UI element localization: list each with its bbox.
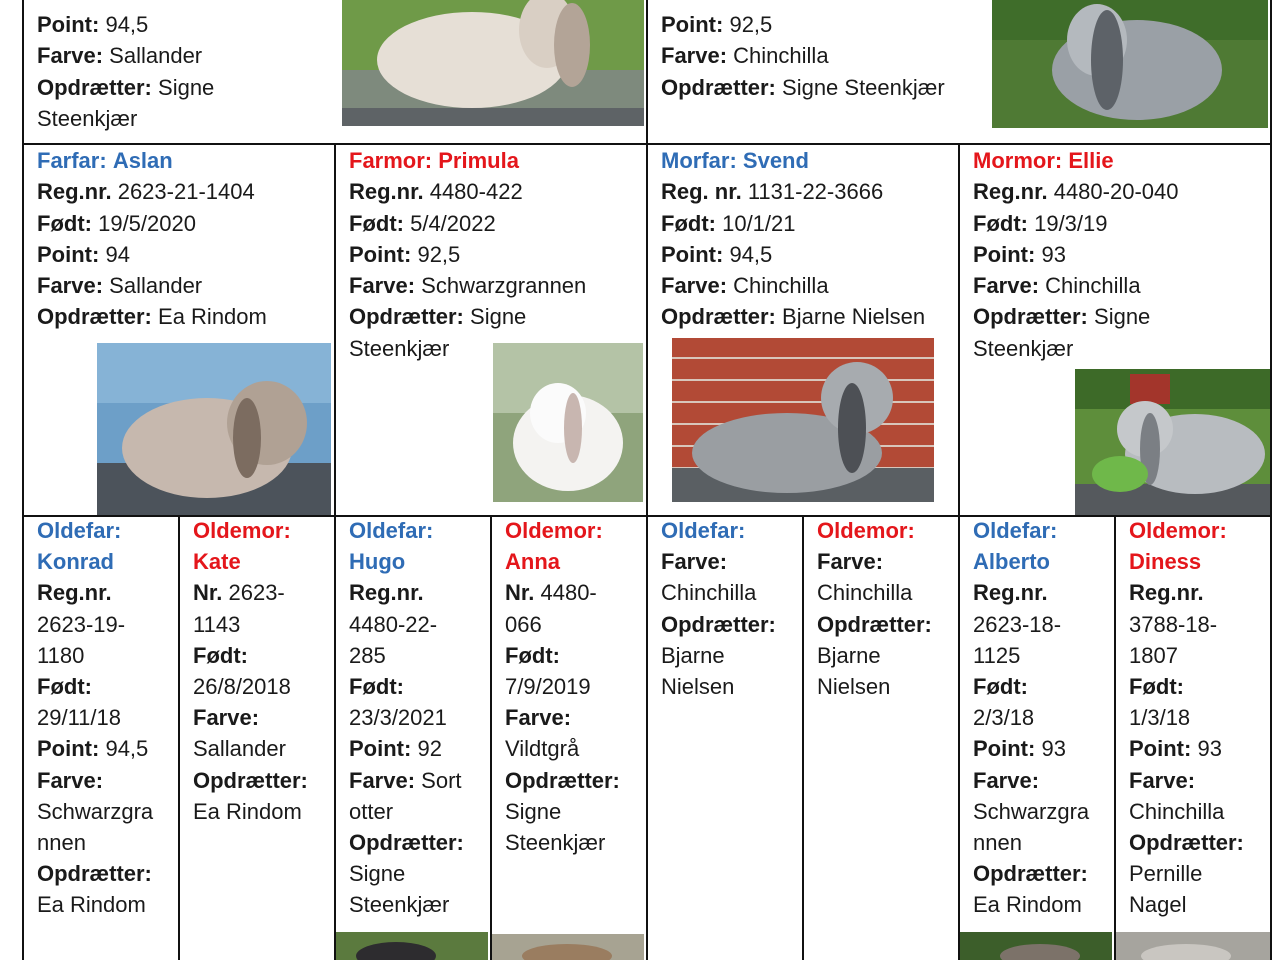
divider-ggp-7 — [1114, 515, 1116, 960]
label-foedt: Født: — [349, 210, 404, 236]
diness-photo — [1116, 932, 1270, 960]
anna-farve: Vildtgrå — [505, 736, 580, 762]
label-farve: Farve: — [349, 273, 416, 299]
diness-farve: Chinchilla — [1129, 798, 1225, 824]
oldemor3-role: Oldemor: — [817, 518, 915, 543]
alberto-farve-2: nnen — [973, 830, 1022, 856]
divider-ggp-5 — [802, 515, 804, 960]
oldefar3-info — [661, 515, 776, 702]
label-point: Point: — [37, 241, 100, 267]
alberto-regnr-2: 1125 — [973, 642, 1021, 668]
label-foedt: Født: — [973, 210, 1028, 236]
oldemor3-farve: Chinchilla — [817, 580, 913, 606]
diness-point: 93 — [1197, 736, 1222, 762]
anna-name: Anna — [505, 549, 560, 575]
konrad-farve-2: nnen — [37, 830, 86, 856]
label-opdraetter: Opdrætter: — [817, 611, 932, 637]
anna-nr-2: 066 — [505, 611, 542, 637]
hugo-opdraetter-2: Steenkjær — [349, 892, 450, 918]
label-point: Point: — [661, 241, 724, 267]
label-point: Point: — [973, 241, 1036, 267]
label-farve: Farve: — [1129, 767, 1196, 793]
label-opdraetter: Opdrætter: — [973, 861, 1088, 887]
oldefar3-farve: Chinchilla — [661, 580, 757, 606]
mormor-photo — [1075, 369, 1270, 515]
mormor-foedt: 19/3/19 — [1034, 210, 1108, 236]
farmor-info — [349, 145, 586, 364]
label-opdraetter: Opdrætter: — [37, 74, 152, 100]
hugo-info — [349, 515, 464, 921]
label-farve: Farve: — [37, 273, 104, 299]
kate-info — [193, 515, 308, 827]
oldefar3-opdraetter-2: Nielsen — [661, 674, 735, 700]
mormor-name: Ellie — [1068, 148, 1114, 173]
label-foedt: Født: — [973, 674, 1028, 700]
dam-opdraetter: Signe Steenkjær — [782, 74, 945, 100]
oldemor3-info — [817, 515, 932, 702]
diness-name: Diness — [1129, 549, 1202, 575]
label-regnr-spaced: Reg. nr. — [661, 179, 742, 205]
oldemor3-opdraetter-2: Nielsen — [817, 674, 891, 700]
label-point: Point: — [37, 736, 100, 762]
label-point: Point: — [1129, 736, 1192, 762]
farmor-opdraetter-2: Steenkjær — [349, 335, 450, 361]
anna-nr-1: 4480- — [540, 580, 597, 606]
label-opdraetter: Opdrætter: — [661, 304, 776, 330]
farmor-photo — [493, 343, 643, 502]
label-opdraetter: Opdrætter: — [349, 304, 464, 330]
sire-info — [37, 9, 214, 134]
farmor-opdraetter-1: Signe — [470, 304, 527, 330]
sire-opdraetter-2: Steenkjær — [37, 105, 138, 131]
hugo-role: Oldefar: — [349, 518, 434, 543]
label-farve: Farve: — [349, 767, 416, 793]
konrad-foedt: 29/11/18 — [37, 705, 122, 731]
divider-gp-2 — [646, 143, 648, 517]
alberto-info — [973, 515, 1089, 921]
label-opdraetter: Opdrætter: — [661, 74, 776, 100]
label-farve: Farve: — [661, 273, 728, 299]
label-foedt: Født: — [505, 642, 560, 668]
sire-point: 94,5 — [105, 12, 149, 37]
oldefar3-opdraetter-1: Bjarne — [661, 642, 725, 668]
farfar-regnr: 2623-21-1404 — [117, 179, 255, 205]
hugo-name: Hugo — [349, 549, 406, 575]
farfar-role: Farfar: — [37, 148, 107, 173]
label-regnr: Reg.nr. — [973, 580, 1048, 606]
label-opdraetter: Opdrætter: — [505, 767, 620, 793]
alberto-name: Alberto — [973, 549, 1050, 575]
divider-ggp-4 — [646, 515, 648, 960]
diness-foedt: 1/3/18 — [1129, 705, 1191, 731]
farmor-farve: Schwarzgrannen — [421, 273, 587, 299]
kate-opdraetter: Ea Rindom — [193, 798, 302, 824]
oldefar3-role: Oldefar: — [661, 518, 746, 543]
label-opdraetter: Opdrætter: — [973, 304, 1088, 330]
label-regnr: Reg.nr. — [973, 179, 1048, 205]
label-opdraetter: Opdrætter: — [661, 611, 776, 637]
anna-opdraetter-1: Signe — [505, 798, 562, 824]
diness-regnr-1: 3788-18- — [1129, 611, 1218, 637]
dam-info — [661, 9, 945, 103]
morfar-info — [661, 145, 925, 333]
label-foedt: Født: — [661, 210, 716, 236]
divider-ggp-1 — [178, 515, 180, 960]
farmor-name: Primula — [438, 148, 519, 173]
hugo-regnr-1: 4480-22- — [349, 611, 438, 637]
alberto-regnr-1: 2623-18- — [973, 611, 1062, 637]
farfar-point: 94 — [105, 241, 130, 267]
dam-photo — [992, 0, 1268, 128]
label-opdraetter: Opdrætter: — [1129, 830, 1244, 856]
divider-gp-1 — [334, 143, 336, 517]
kate-nr-2: 1143 — [193, 611, 241, 637]
sire-photo — [342, 0, 644, 126]
label-foedt: Født: — [1129, 674, 1184, 700]
label-opdraetter: Opdrætter: — [37, 861, 152, 887]
alberto-point: 93 — [1041, 736, 1066, 762]
diness-info — [1129, 515, 1244, 921]
hugo-farve-1: Sort — [421, 767, 462, 793]
label-foedt: Født: — [349, 674, 404, 700]
sire-farve: Sallander — [109, 43, 203, 69]
farfar-opdraetter: Ea Rindom — [158, 304, 267, 330]
konrad-name: Konrad — [37, 549, 114, 575]
diness-opdraetter-2: Nagel — [1129, 892, 1187, 918]
hugo-farve-2: otter — [349, 798, 394, 824]
kate-farve: Sallander — [193, 736, 286, 762]
label-farve: Farve: — [505, 705, 572, 731]
dam-farve: Chinchilla — [733, 43, 829, 69]
kate-role: Oldemor: — [193, 518, 291, 543]
mormor-point: 93 — [1041, 241, 1066, 267]
oldemor3-opdraetter-1: Bjarne — [817, 642, 881, 668]
anna-opdraetter-2: Steenkjær — [505, 830, 606, 856]
label-farve: Farve: — [973, 767, 1040, 793]
hugo-photo — [336, 932, 488, 960]
label-regnr: Reg.nr. — [1129, 580, 1204, 606]
label-regnr: Reg.nr. — [349, 580, 424, 606]
farfar-farve: Sallander — [109, 273, 203, 299]
label-farve: Farve: — [817, 549, 884, 575]
anna-photo — [492, 934, 644, 960]
label-point: Point: — [37, 12, 100, 37]
kate-name: Kate — [193, 549, 241, 575]
diness-regnr-2: 1807 — [1129, 642, 1178, 668]
morfar-point: 94,5 — [729, 241, 773, 267]
mormor-regnr: 4480-20-040 — [1053, 179, 1179, 205]
label-point: Point: — [349, 736, 412, 762]
farmor-point: 92,5 — [417, 241, 461, 267]
farfar-photo — [97, 343, 331, 515]
hugo-opdraetter-1: Signe — [349, 861, 406, 887]
hugo-foedt: 23/3/2021 — [349, 705, 447, 731]
label-farve: Farve: — [661, 549, 728, 575]
mormor-opdraetter-2: Steenkjær — [973, 335, 1074, 361]
divider-top-middle — [646, 0, 648, 145]
mormor-info — [973, 145, 1178, 364]
label-point: Point: — [973, 736, 1036, 762]
alberto-farve-1: Schwarzgra — [973, 798, 1090, 824]
label-point: Point: — [349, 241, 412, 267]
konrad-regnr-1: 2623-19- — [37, 611, 126, 637]
farmor-regnr: 4480-422 — [429, 179, 523, 205]
farfar-name: Aslan — [112, 148, 173, 173]
alberto-role: Oldefar: — [973, 518, 1058, 543]
morfar-regnr: 1131-22-3666 — [747, 179, 884, 205]
label-regnr: Reg.nr. — [349, 179, 424, 205]
anna-role: Oldemor: — [505, 518, 603, 543]
hugo-point: 92 — [417, 736, 442, 762]
label-opdraetter: Opdrætter: — [193, 767, 308, 793]
morfar-name: Svend — [742, 148, 809, 173]
alberto-photo — [960, 932, 1112, 960]
morfar-foedt: 10/1/21 — [722, 210, 796, 236]
divider-gp-3 — [958, 143, 960, 517]
label-farve: Farve: — [973, 273, 1040, 299]
konrad-info — [37, 515, 153, 921]
label-foedt: Født: — [193, 642, 248, 668]
label-regnr: Reg.nr. — [37, 580, 112, 606]
farmor-foedt: 5/4/2022 — [410, 210, 496, 236]
alberto-foedt: 2/3/18 — [973, 705, 1035, 731]
konrad-opdraetter: Ea Rindom — [37, 892, 146, 918]
morfar-farve: Chinchilla — [733, 273, 829, 299]
kate-foedt: 26/8/2018 — [193, 674, 291, 700]
mormor-farve: Chinchilla — [1045, 273, 1141, 299]
label-foedt: Født: — [37, 210, 92, 236]
farfar-info — [37, 145, 267, 333]
diness-role: Oldemor: — [1129, 518, 1227, 543]
label-nr: Nr. — [505, 580, 535, 606]
divider-ggp-2 — [334, 515, 336, 960]
morfar-role: Morfar: — [661, 148, 737, 173]
label-farve: Farve: — [661, 43, 728, 69]
label-farve: Farve: — [37, 767, 104, 793]
label-point: Point: — [661, 12, 724, 37]
mormor-opdraetter-1: Signe — [1094, 304, 1151, 330]
sire-opdraetter-1: Signe — [158, 74, 215, 100]
mormor-role: Mormor: — [973, 148, 1063, 173]
label-nr: Nr. — [193, 580, 223, 606]
hugo-regnr-2: 285 — [349, 642, 386, 668]
alberto-opdraetter: Ea Rindom — [973, 892, 1082, 918]
farmor-role: Farmor: — [349, 148, 433, 173]
label-opdraetter: Opdrætter: — [37, 304, 152, 330]
diness-opdraetter-1: Pernille — [1129, 861, 1203, 887]
dam-point: 92,5 — [729, 12, 773, 37]
label-farve: Farve: — [37, 43, 104, 69]
divider-ggp-6 — [958, 515, 960, 960]
konrad-point: 94,5 — [105, 736, 149, 762]
morfar-photo — [672, 338, 934, 502]
anna-foedt: 7/9/2019 — [505, 674, 591, 700]
label-foedt: Født: — [37, 674, 92, 700]
label-farve: Farve: — [193, 705, 260, 731]
label-opdraetter: Opdrætter: — [349, 830, 464, 856]
farfar-foedt: 19/5/2020 — [98, 210, 196, 236]
divider-ggp-3 — [490, 515, 492, 960]
anna-info — [505, 515, 620, 858]
konrad-regnr-2: 1180 — [37, 642, 85, 668]
konrad-role: Oldefar: — [37, 518, 122, 543]
label-regnr: Reg.nr. — [37, 179, 112, 205]
kate-nr-1: 2623- — [228, 580, 285, 606]
konrad-farve-1: Schwarzgra — [37, 798, 154, 824]
morfar-opdraetter: Bjarne Nielsen — [782, 304, 926, 330]
